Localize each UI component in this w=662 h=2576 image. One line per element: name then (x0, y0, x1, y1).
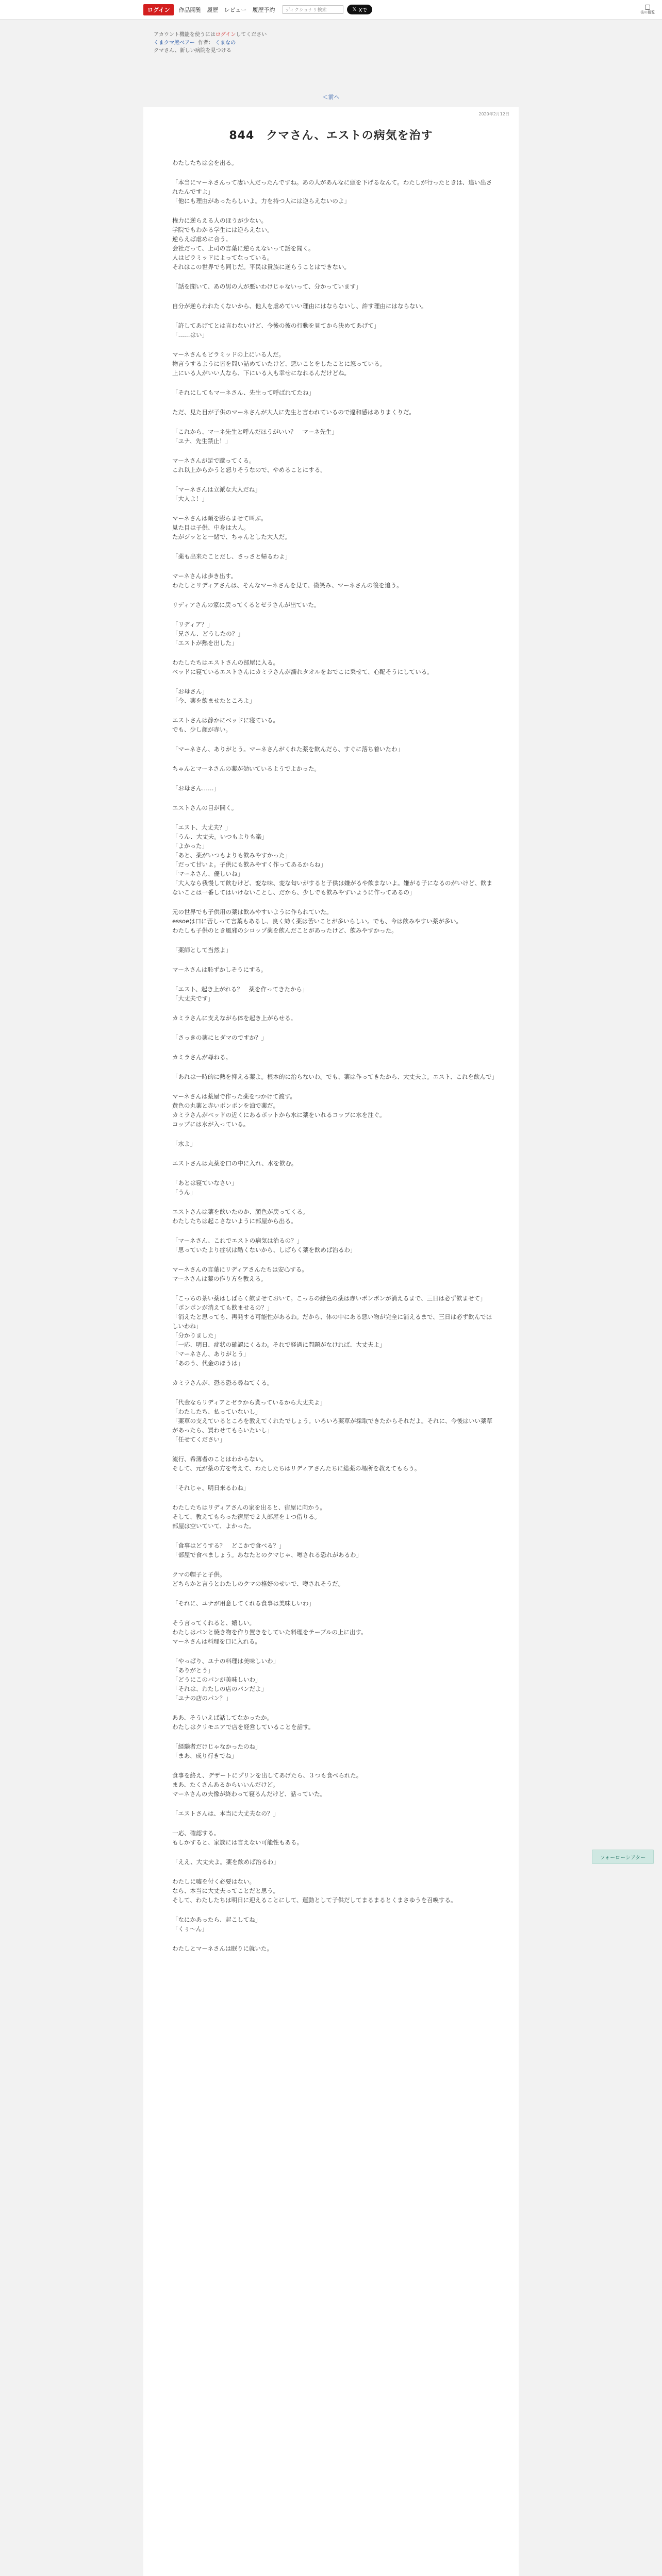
body-line: 「薬も出来たことだし、さっさと帰るわよ」 (172, 553, 291, 560)
paragraph-gap (166, 1905, 496, 1915)
body-line: 黄色の丸薬と赤いポンポンを油で薬だ。 (172, 1102, 279, 1109)
paragraph-gap (166, 1560, 496, 1570)
body-line: 元の世界でも子供用の薬は飲みやすいように作られていた。 (172, 908, 333, 916)
paragraph-gap (166, 1732, 496, 1742)
body-line: 「うん」 (172, 1189, 196, 1196)
body-line: わたしたちはエストさんの部屋に入る。 (172, 659, 279, 666)
paragraph-gap (166, 1867, 496, 1877)
body-line: 「経験者だけじゃなかったのね」 (172, 1743, 261, 1750)
body-line: 「まあ、成り行きでね」 (172, 1752, 238, 1759)
paragraph-gap (166, 1818, 496, 1828)
paragraph-gap (166, 272, 496, 282)
body-line: 「お母さん……」 (172, 785, 220, 792)
body-line: 「リディア？」 (172, 621, 213, 628)
body-line: 「大人よ！」 (172, 495, 208, 502)
paragraph-gap (166, 1703, 496, 1713)
body-line: ただ、見た目が子供のマーネさんが大人に先生と言われているので違和感はありまくりだ。 (172, 409, 415, 416)
body-line: 「薬草の支えているところを教えてくれたでしょう。いろいろ薬草が採取できたからそれだよ。それに、今後はいい薬草があったら、買わせてもらいたいし」 (172, 1417, 492, 1434)
body-line: わたしはクリモニアで店を経営していることを話す。 (172, 1723, 315, 1731)
body-line: そして、わたしたちは明日に迎えることにして、運動として子供だしてまるまるとくまさゆうを召喚する。 (172, 1896, 457, 1904)
body-line: essoeは口に苦しって言葉もあるし、良く効く薬は苦いことが多いらしい。でも、今は飲みやすい薬が多い。 (172, 918, 462, 925)
paragraph-gap (166, 474, 496, 485)
paragraph-gap (166, 1081, 496, 1092)
body-line: 逆らえば虐めに合う。 (172, 235, 231, 243)
paragraph-gap (166, 1226, 496, 1236)
paragraph-gap (166, 609, 496, 620)
body-line: コップには水が入っている。 (172, 1121, 250, 1128)
body-line: 一応、確認する。 (172, 1829, 220, 1837)
paragraph-gap (166, 935, 496, 945)
body-line: 「マーネさん、これでエストの病気は治るの？」 (172, 1237, 303, 1244)
episode-body (166, 158, 496, 1953)
episode-title: 844 クマさん、エストの病気を治す (229, 129, 433, 142)
body-line: 「よかった」 (172, 842, 208, 850)
login-notice (154, 31, 515, 39)
body-line: 「さっきの薬にヒダマのですか？」 (172, 1034, 267, 1041)
body-line: わたしたちはリディアさんの家を出ると、宿屋に向かう。 (172, 1504, 326, 1511)
body-line: 「思っていたより症状は酷くないから、しばらく薬を飲めば治るわ」 (172, 1246, 356, 1253)
body-line: 「これから、マーネ先生と呼んだほうがいい？ マーネ先生」 (172, 428, 338, 435)
paragraph-gap (166, 1042, 496, 1053)
body-line: 「一応、明日、症状の確認にくるわ。それで経過に問題がなければ、大丈夫よ」 (172, 1341, 386, 1348)
body-line: 「エストが熱を出した」 (172, 639, 238, 647)
publish-date: 2020年2月12日 (478, 112, 509, 116)
body-line: 「……はい」 (172, 331, 208, 338)
body-line: 「ええ、大丈夫よ。薬を飲めば治るわ」 (172, 1858, 279, 1866)
body-line: わたしとリディアさんは、そんなマーネさんを見て、微笑み、マーネさんの後を追う。 (172, 582, 403, 589)
series-line (154, 39, 515, 47)
body-line: わたしたちは起こさないように部屋から出る。 (172, 1217, 297, 1225)
paragraph-gap (166, 397, 496, 408)
paragraph-gap (166, 754, 496, 764)
body-line: 「マーネさんは立派な大人だね」 (172, 486, 261, 493)
paragraph-gap (166, 311, 496, 321)
body-line: マーネさんは歩き出す。 (172, 572, 237, 580)
body-line: 流行、希薄者のことはわからない。 (172, 1455, 267, 1463)
body-line: マーネさんが足で蹴ってくる。 (172, 457, 255, 464)
body-line: なら、本当に大丈夫ってことだと思う。 (172, 1887, 279, 1894)
body-line: 「薬師として当然よ」 (172, 946, 231, 954)
body-line: もしかすると、家族には言えない可能性もある。 (172, 1839, 303, 1846)
body-line: わたしたちは会を出る。 (172, 159, 238, 166)
header-info (154, 31, 515, 55)
body-line: 「ポンポンが消えても飲ませるの？」 (172, 1304, 273, 1311)
paragraph-gap (166, 1368, 496, 1378)
paragraph-gap (166, 773, 496, 784)
body-line: 自分が逆らわれたくないから、他人を虐めていい理由にはならないし、許す理由にはならない。 (172, 302, 427, 310)
body-line: そう言ってくれると、嬉しい。 (172, 1619, 255, 1626)
body-line: たがジッとと一緒で、ちゃんとした大人だ。 (172, 533, 291, 540)
body-line: エストさんの目が開く。 (172, 804, 238, 811)
body-line: わたしはパンと焼き物を作り置きをしていた料理をテーブルの上に出す。 (172, 1629, 367, 1636)
author-label: 作者： (198, 40, 214, 46)
paragraph-gap (166, 1003, 496, 1013)
body-line: 見た目は子供、中身は大人。 (172, 524, 250, 531)
body-line: マーネさんの言葉にリディアさんたちは安心する。 (172, 1266, 308, 1273)
body-line: 「どうにこのパンが美味しいわ」 (172, 1676, 261, 1683)
body-line: マーネさんもピラミッドの上にいる人だ。 (172, 351, 285, 358)
body-line: 「本当にマーネさんって凄い人だったんですね。あの人があんなに頭を下げるなんて。わたしが行ったときは、追い出されたんですよ」 (172, 179, 492, 195)
paragraph-gap (166, 541, 496, 552)
paragraph-gap (166, 974, 496, 985)
body-line: わたしも子供のとき風邪のシロップ薬を飲んだことがあったけど、飲みやすかった。 (172, 927, 398, 934)
body-line: 「わたしたち、払っていないし」 (172, 1408, 261, 1415)
body-line: 「食事はどうする？ どこかで食べる？」 (172, 1542, 285, 1549)
body-line: 「エストさんは、本当に大丈夫なの？」 (172, 1810, 279, 1817)
paragraph-gap (166, 648, 496, 658)
author-link[interactable]: くまなの (215, 40, 236, 46)
body-line: マーネさんは頬を膨らませて叫ぶ。 (172, 515, 267, 522)
body-line: 「分かりました」 (172, 1332, 220, 1339)
body-line: 「うん、大丈夫。いつもよりも楽」 (172, 833, 268, 840)
menu-reservation[interactable]: 履歴予約 (252, 6, 275, 13)
body-line: 「それは、わたしの店のパンだよ」 (172, 1685, 267, 1692)
paragraph-gap (166, 167, 496, 178)
notice-login-link[interactable]: ログイン (215, 32, 236, 38)
bookmark-label: 後の観覧 (640, 10, 655, 14)
paragraph-gap (166, 446, 496, 456)
body-line: でも、少し顔が赤い。 (172, 726, 231, 733)
body-line: 「大人なら我慢して飲むけど、変な味、変な匂いがすると子供は嫌がるや飲まないよ。嫌がる子になるのがいけど、飲まないことは一番してはいけないことし、だから、少しでも飲みやすいように作ってあるの」 (172, 879, 492, 896)
body-line: 「マーネさん、ありがとう」 (172, 1350, 250, 1358)
body-line: それはこの世界でも同じだ。平民は貴族に逆らうことはできない。 (172, 263, 350, 270)
paragraph-gap (166, 1608, 496, 1618)
body-line: 「ありがとう」 (172, 1667, 214, 1674)
paragraph-gap (166, 378, 496, 388)
body-line: 「兄さん、どうしたの？」 (172, 630, 244, 637)
body-line: 「お母さん」 (172, 688, 208, 695)
body-line: 物言うするように皆を問い詰めていたけど、悪いことをしたことに怒っている。 (172, 360, 386, 367)
top-bar (0, 0, 662, 20)
paragraph-gap (166, 1255, 496, 1265)
body-line: ああ、そういえば話してなかったか。 (172, 1714, 273, 1721)
body-line: 「それじゃ、明日来るわね」 (172, 1484, 250, 1492)
paragraph-gap (166, 1934, 496, 1944)
body-line: マーネさんは恥ずかしそうにする。 (172, 966, 267, 973)
body-line: マーネさんは薬の作り方を教える。 (172, 1275, 267, 1282)
body-line: 「あれは一時的に熱を抑える薬よ。根本的に治らないわ。でも、薬は作ってきたから、大丈夫よ。エスト、これを飲んで」 (172, 1073, 498, 1080)
paragraph-gap (166, 1283, 496, 1294)
notice-prefix: アカウント機能を使うには (154, 32, 216, 38)
body-line: 会社だって、上司の言葉に逆らえないって話を聞く。 (172, 245, 315, 252)
prev-link (0, 93, 662, 101)
body-line: 「あとは寝ていなさい」 (172, 1179, 238, 1187)
body-line: 「代金ならリディアとゼラから貰っているから大丈夫よ」 (172, 1399, 326, 1406)
paragraph-gap (166, 1847, 496, 1857)
body-line: リディアさんの家に戻ってくるとゼラさんが出ていた。 (172, 601, 320, 608)
body-line: 「あのう、代金のほうは」 (172, 1360, 243, 1367)
paragraph-gap (166, 590, 496, 600)
paragraph-gap (166, 1531, 496, 1541)
body-line: 「だって甘いよ。子供にも飲みやすく作ってあるからね」 (172, 861, 326, 868)
paragraph-gap (166, 812, 496, 823)
paragraph-gap (166, 1148, 496, 1159)
paragraph-gap (166, 1588, 496, 1599)
body-line: エストさんは薬を飲いたのか、顔色が戻ってくる。 (172, 1208, 309, 1215)
body-line: 「それに、ユナが用意してくれる食事は美味しいわ」 (172, 1600, 315, 1607)
paragraph-gap (166, 1168, 496, 1178)
paragraph-gap (166, 1062, 496, 1072)
paragraph-gap (166, 561, 496, 571)
body-line: 「ユナの店のパン？」 (172, 1694, 231, 1702)
body-line: わたしとマーネさんは眠りに就いた。 (172, 1945, 273, 1952)
paragraph-gap (166, 1473, 496, 1483)
bookmark-button[interactable] (640, 5, 655, 15)
x-logo-icon: 𝕏 (352, 7, 357, 12)
body-line: 「水よ」 (172, 1140, 196, 1147)
prev-episode-link[interactable]: ＜前へ (322, 94, 340, 100)
x-share-button[interactable] (347, 5, 372, 14)
menu-works[interactable]: 作品閲覧 (178, 6, 202, 13)
body-line: 「話を聞いて、あの男の人が悪いわけじゃないって、分かっています」 (172, 283, 362, 290)
paragraph-gap (166, 734, 496, 744)
login-button[interactable]: ログイン (143, 4, 174, 15)
paragraph-gap (166, 897, 496, 907)
x-share-label: Xで (358, 8, 368, 13)
paragraph-gap (166, 503, 496, 514)
body-line: 「くぅ〜ん」 (172, 1925, 208, 1933)
paragraph-gap (166, 1129, 496, 1139)
paragraph-gap (166, 1023, 496, 1033)
paragraph-gap (166, 291, 496, 301)
body-line: 食事を終え、デザートにプリンを出してあげたら、３つも食べられた。 (172, 1772, 362, 1779)
body-line: マーネさんは薬屋で作った薬をつかけて渡す。 (172, 1093, 296, 1100)
bookmark-icon (645, 5, 650, 10)
paragraph-gap (166, 1799, 496, 1809)
body-line: 「消えたと思っても、再発する可能性があるわ。だから、体の中にある悪い物が完全に消えるまで、三日は必ず飲んでほしいわね」 (172, 1313, 492, 1330)
body-line: 上にいる人がいい人なら、下にいる人も幸せになれるんだけどね。 (172, 369, 350, 377)
paragraph-gap (166, 1387, 496, 1398)
body-line: 「許してあげてとは言わないけど、今後の彼の行動を見てから決めてあげて」 (172, 322, 380, 329)
paragraph-gap (166, 1760, 496, 1771)
paragraph-gap (166, 1444, 496, 1454)
paragraph-gap (166, 417, 496, 427)
body-line: カミラさんが、恐る恐る尋ねてくる。 (172, 1379, 273, 1386)
body-line: 「こっちの茶い薬はしばらく飲ませておいて。こっちの緑色の薬は赤いポンポンが消えるまで、三日は必ず飲ませて」 (172, 1295, 486, 1302)
search-input[interactable]: ディクショナリ検索 (283, 5, 343, 14)
body-line: 「部屋で食べましょう。あなたとのクマじゃ、噂される恐れがあるわ」 (172, 1551, 362, 1558)
paragraph-gap (166, 340, 496, 350)
body-line: 部屋は空いていて、よかった。 (172, 1522, 255, 1530)
body-line: そして、教えてもらった宿屋で２人部屋を１つ借りる。 (172, 1513, 321, 1520)
body-line: わたしに嘘を付く必要はない。 (172, 1878, 255, 1885)
paragraph-gap (166, 1493, 496, 1503)
body-line: クマの帽子と子供。 (172, 1571, 226, 1578)
chapter-subtitle: クマさん、新しい病院を見つける (154, 48, 231, 54)
body-line: エストさんは静かにベッドに寝ている。 (172, 717, 279, 724)
paragraph-gap (166, 1646, 496, 1656)
body-line: 「今、薬を飲ませたところよ」 (172, 697, 255, 704)
paragraph-gap (166, 793, 496, 803)
body-line: カミラさんが尋ねる。 (172, 1054, 231, 1061)
body-line: どちらかと言うとわたしのクマの格好のせいで、噂されそうだ。 (172, 1580, 344, 1587)
body-line: 権力に逆らえる人のほうが少ない。 (172, 217, 267, 224)
body-line: 「あと、薬がいつもよりも飲みやすかった」 (172, 852, 291, 859)
body-line: マーネさんの夫像が終わって寝るんだけど、話っていた。 (172, 1790, 326, 1798)
body-line: まあ、たくさんあるからいいんだけど。 (172, 1781, 279, 1788)
body-line: エストさんは丸薬を口の中に入れ、水を飲む。 (172, 1160, 297, 1167)
body-line: ベッドに寝ているエストさんにカミラさんが濡れタオルをおでこに乗せて、心配そうにしている。 (172, 668, 433, 675)
paragraph-gap (166, 1197, 496, 1207)
menu-history[interactable]: 履歴 (207, 6, 219, 13)
body-line: 「大丈夫です」 (172, 995, 214, 1002)
paragraph-gap (166, 955, 496, 965)
body-line: マーネさんは料理を口に入れる。 (172, 1638, 261, 1645)
body-line: 「それにしてもマーネさん、先生って呼ばれてたね」 (172, 389, 315, 396)
episode-card (143, 107, 519, 2576)
body-line: カミラさんがベッドの近くにあるポットから水に薬をいれるコップに水を注ぐ。 (172, 1111, 386, 1118)
body-line: ちゃんとマーネさんの薬が効いているようでよかった。 (172, 765, 320, 772)
body-line: 「やっぱり、ユナの料理は美味しいわ」 (172, 1657, 279, 1665)
body-line: これ以上からかうと怒りそうなので、やめることにする。 (172, 466, 326, 473)
side-float-button[interactable]: フォーローシアター (592, 1850, 654, 1864)
body-line: 「任せてください」 (172, 1436, 226, 1443)
body-line: カミラさんに支えながら体を起き上がらせる。 (172, 1014, 297, 1022)
body-line: 「マーネさん、優しいね」 (172, 870, 244, 877)
body-line: 「エスト、起き上がれる？ 薬を作ってきたから」 (172, 986, 308, 993)
paragraph-gap (166, 206, 496, 216)
body-line: 「マーネさん、ありがとう。マーネさんがくれた薬を飲んだら、すぐに落ち着いたわ」 (172, 745, 404, 753)
paragraph-gap (166, 676, 496, 687)
body-line: 「ユナ、先生禁止！」 (172, 437, 231, 445)
body-line: そして、元が薬の方を考えて、わたしたちはリディアさんたちに総薬の場所を教えてもらう。 (172, 1465, 421, 1472)
paragraph-gap (166, 705, 496, 716)
notice-suffix: してください (236, 32, 267, 38)
body-line: 「なにかあったら、起こしてね」 (172, 1916, 261, 1923)
body-line: 「エスト、大丈夫？」 (172, 824, 231, 831)
body-line: 人はピラミッドによってなっている。 (172, 254, 273, 261)
series-title-link[interactable]: くまクマ熊ベアー (154, 40, 195, 46)
body-line: 学院でもわかる学生には逆らえない。 (172, 226, 273, 233)
menu-review[interactable]: レビュー (224, 6, 247, 13)
body-line: 「他にも理由があったらしいよ。力を持つ人には逆らえないのよ」 (172, 197, 350, 205)
